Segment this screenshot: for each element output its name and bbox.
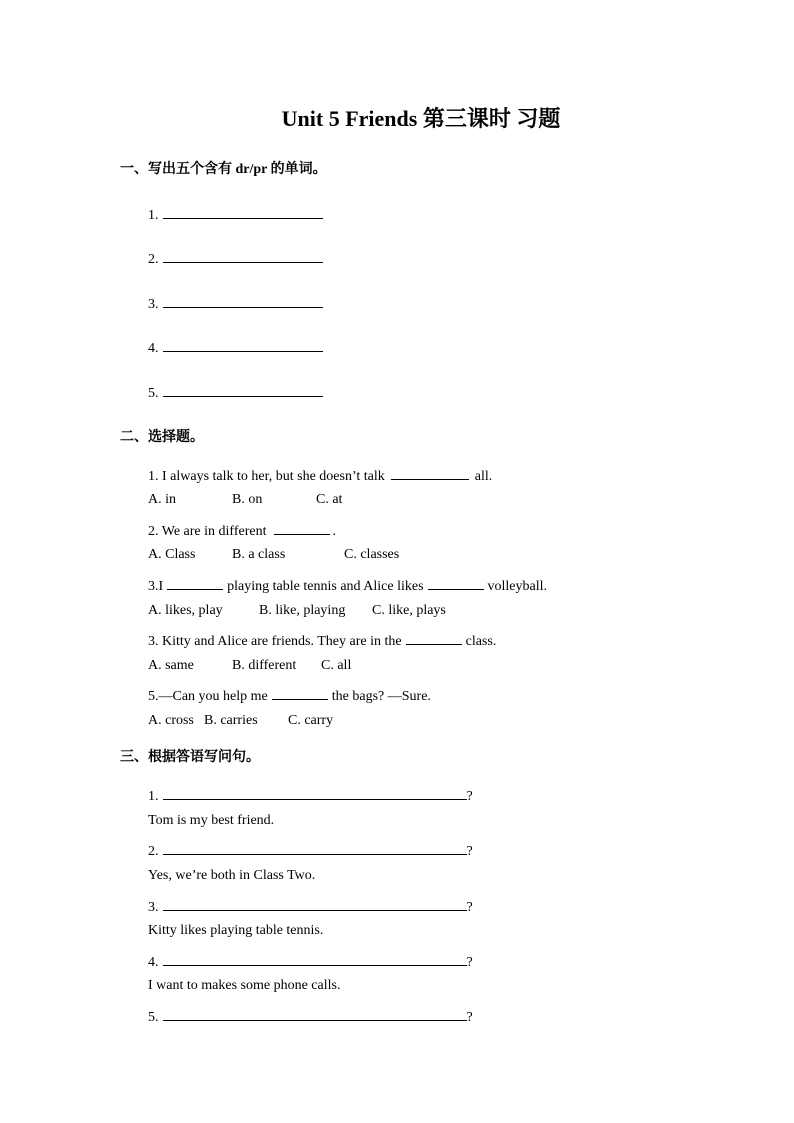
option[interactable]: B. a class	[232, 547, 286, 562]
option[interactable]: B. on	[232, 492, 263, 507]
q4-stem: 3. Kitty and Alice are friends. They are in the class.	[148, 630, 496, 650]
answer-blank[interactable]	[391, 465, 469, 480]
option[interactable]: C. at	[316, 492, 343, 507]
s3-answer-1: Tom is my best friend.	[148, 813, 275, 828]
answer-blank[interactable]	[163, 248, 323, 263]
answer-blank[interactable]	[167, 575, 223, 590]
section-3-heading: 三、根据答语写问句。	[120, 750, 260, 765]
option[interactable]: A. same	[148, 658, 194, 673]
s3-answer-2: Yes, we’re both in Class Two.	[148, 868, 316, 883]
option[interactable]: C. like, plays	[372, 603, 446, 618]
answer-blank[interactable]	[163, 293, 323, 308]
s3-question-line-3: 3. ?	[148, 896, 473, 916]
answer-blank[interactable]	[163, 840, 467, 855]
answer-blank[interactable]	[163, 785, 467, 800]
answer-blank[interactable]	[163, 951, 467, 966]
option[interactable]: C. classes	[344, 547, 400, 562]
q2-options	[148, 547, 399, 563]
q1-stem: 1. I always talk to her, but she doesn’t talk all.	[148, 465, 492, 485]
page-title: Unit 5 Friends 第三课时 习题	[281, 106, 561, 131]
s1-item-1: 1.	[148, 204, 323, 224]
section-1-heading: 一、写出五个含有 dr/pr 的单词。	[120, 162, 327, 177]
answer-blank[interactable]	[163, 337, 323, 352]
section-2-heading: 二、选择题。	[120, 430, 204, 445]
s3-answer-3: Kitty likes playing table tennis.	[148, 923, 324, 938]
q1-options	[148, 492, 342, 508]
answer-blank[interactable]	[428, 575, 484, 590]
s3-question-line-1: 1. ?	[148, 785, 473, 805]
answer-blank[interactable]	[272, 685, 328, 700]
s3-question-line-5: 5. ?	[148, 1006, 473, 1026]
option[interactable]: B. carries	[204, 713, 258, 728]
q3-options	[148, 603, 446, 619]
q2-stem: 2. We are in different .	[148, 520, 336, 540]
q4-options	[148, 658, 351, 674]
option[interactable]: A. cross	[148, 713, 194, 728]
option[interactable]: C. carry	[288, 713, 334, 728]
s3-question-line-4: 4. ?	[148, 951, 473, 971]
s1-item-4: 4.	[148, 337, 323, 357]
answer-blank[interactable]	[406, 630, 462, 645]
s1-item-2: 2.	[148, 248, 323, 268]
option[interactable]: A. in	[148, 492, 176, 507]
option[interactable]: B. like, playing	[259, 603, 346, 618]
s3-question-line-2: 2. ?	[148, 840, 473, 860]
option[interactable]: A. Class	[148, 547, 196, 562]
q3-stem: 3.I playing table tennis and Alice likes volleyball.	[148, 575, 547, 595]
answer-blank[interactable]	[163, 1006, 467, 1021]
q5-options	[148, 713, 333, 729]
s3-answer-4: I want to makes some phone calls.	[148, 978, 341, 993]
option[interactable]: B. different	[232, 658, 297, 673]
answer-blank[interactable]	[274, 520, 330, 535]
s1-item-5: 5.	[148, 382, 323, 402]
s1-item-3: 3.	[148, 293, 323, 313]
answer-blank[interactable]	[163, 896, 467, 911]
answer-blank[interactable]	[163, 204, 323, 219]
option[interactable]: A. likes, play	[148, 603, 223, 618]
answer-blank[interactable]	[163, 382, 323, 397]
option[interactable]: C. all	[321, 658, 352, 673]
q5-stem: 5.—Can you help me the bags? —Sure.	[148, 685, 431, 705]
